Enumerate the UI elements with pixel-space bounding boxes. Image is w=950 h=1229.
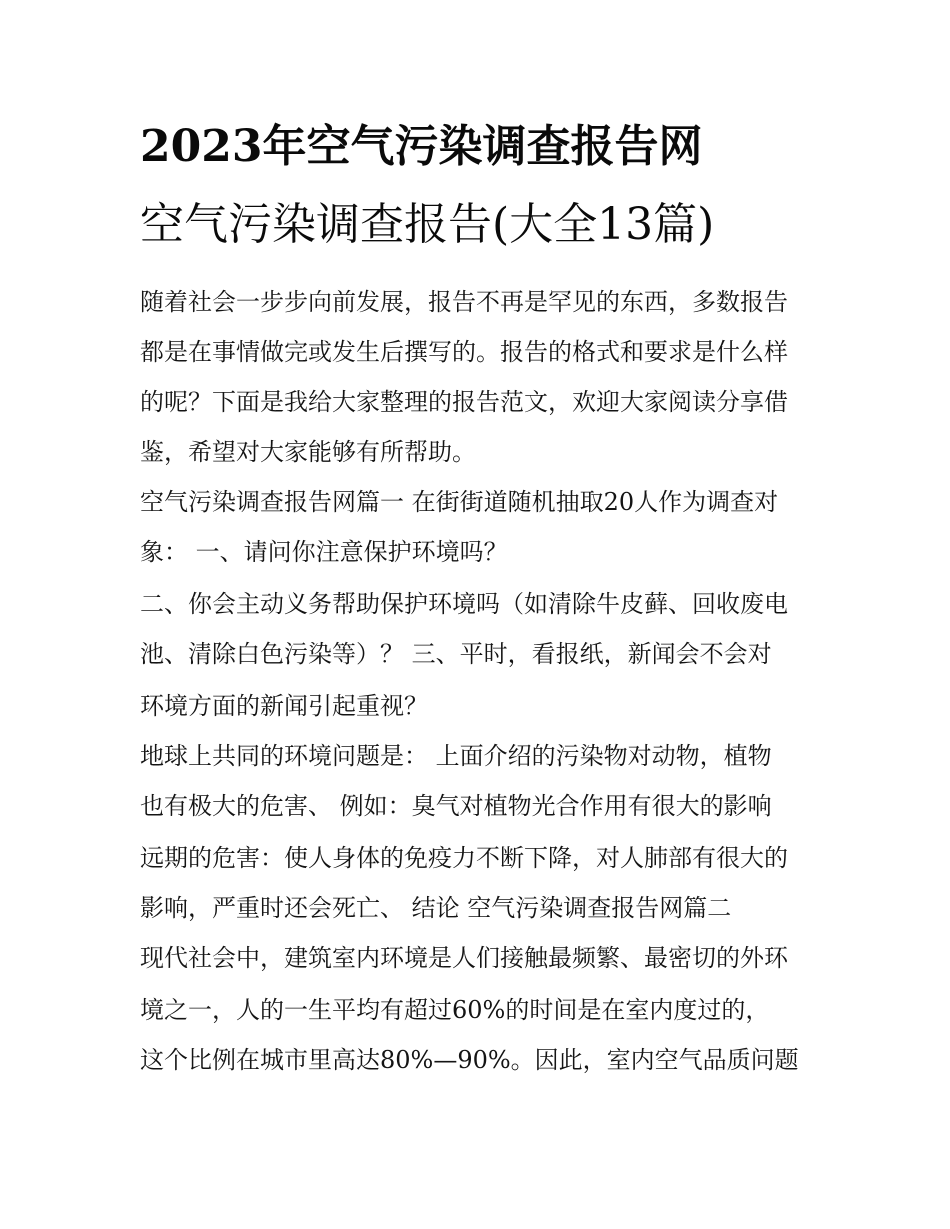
body-text-line: 二、你会主动义务帮助保护环境吗（如清除牛皮藓、回收废电 — [140, 590, 788, 618]
body-text-line: 池、清除白色污染等）？ 三、平时，看报纸，新闻会不会对 — [140, 640, 772, 668]
body-text-line: 随着社会一步步向前发展，报告不再是罕见的东西，多数报告 — [140, 288, 788, 316]
body-text-line: 环境方面的新闻引起重视？ — [140, 692, 428, 720]
body-text-line: 鉴，希望对大家能够有所帮助。 — [140, 438, 476, 466]
body-text-line: 也有极大的危害、 例如：臭气对植物光合作用有很大的影响 — [140, 792, 772, 820]
body-text-line: 远期的危害：使人身体的免疫力不断下降，对人肺部有很大的 — [140, 844, 788, 872]
body-text-line: 的呢？下面是我给大家整理的报告范文，欢迎大家阅读分享借 — [140, 388, 788, 416]
document-title-line-2: 空气污染调查报告(大全13篇) — [140, 199, 715, 250]
body-text-line: 地球上共同的环境问题是： 上面介绍的污染物对动物，植物 — [140, 742, 772, 770]
body-text-line: 空气污染调查报告网篇一 在街街道随机抽取20人作为调查对 — [140, 488, 779, 516]
document-title-line-1: 2023年空气污染调查报告网 — [140, 121, 703, 172]
body-text-line: 现代社会中，建筑室内环境是人们接触最频繁、最密切的外环 — [140, 944, 788, 972]
body-text-line: 境之一，人的一生平均有超过60%的时间是在室内度过的， — [140, 996, 770, 1024]
body-text-line: 都是在事情做完或发生后撰写的。报告的格式和要求是什么样 — [140, 338, 788, 366]
body-text-line: 这个比例在城市里高达80%—90%。因此，室内空气品质问题 — [140, 1046, 799, 1074]
body-text-line: 象： 一、请问你注意保护环境吗？ — [140, 538, 508, 566]
body-text-line: 影响，严重时还会死亡、 结论 空气污染调查报告网篇二 — [140, 894, 732, 922]
